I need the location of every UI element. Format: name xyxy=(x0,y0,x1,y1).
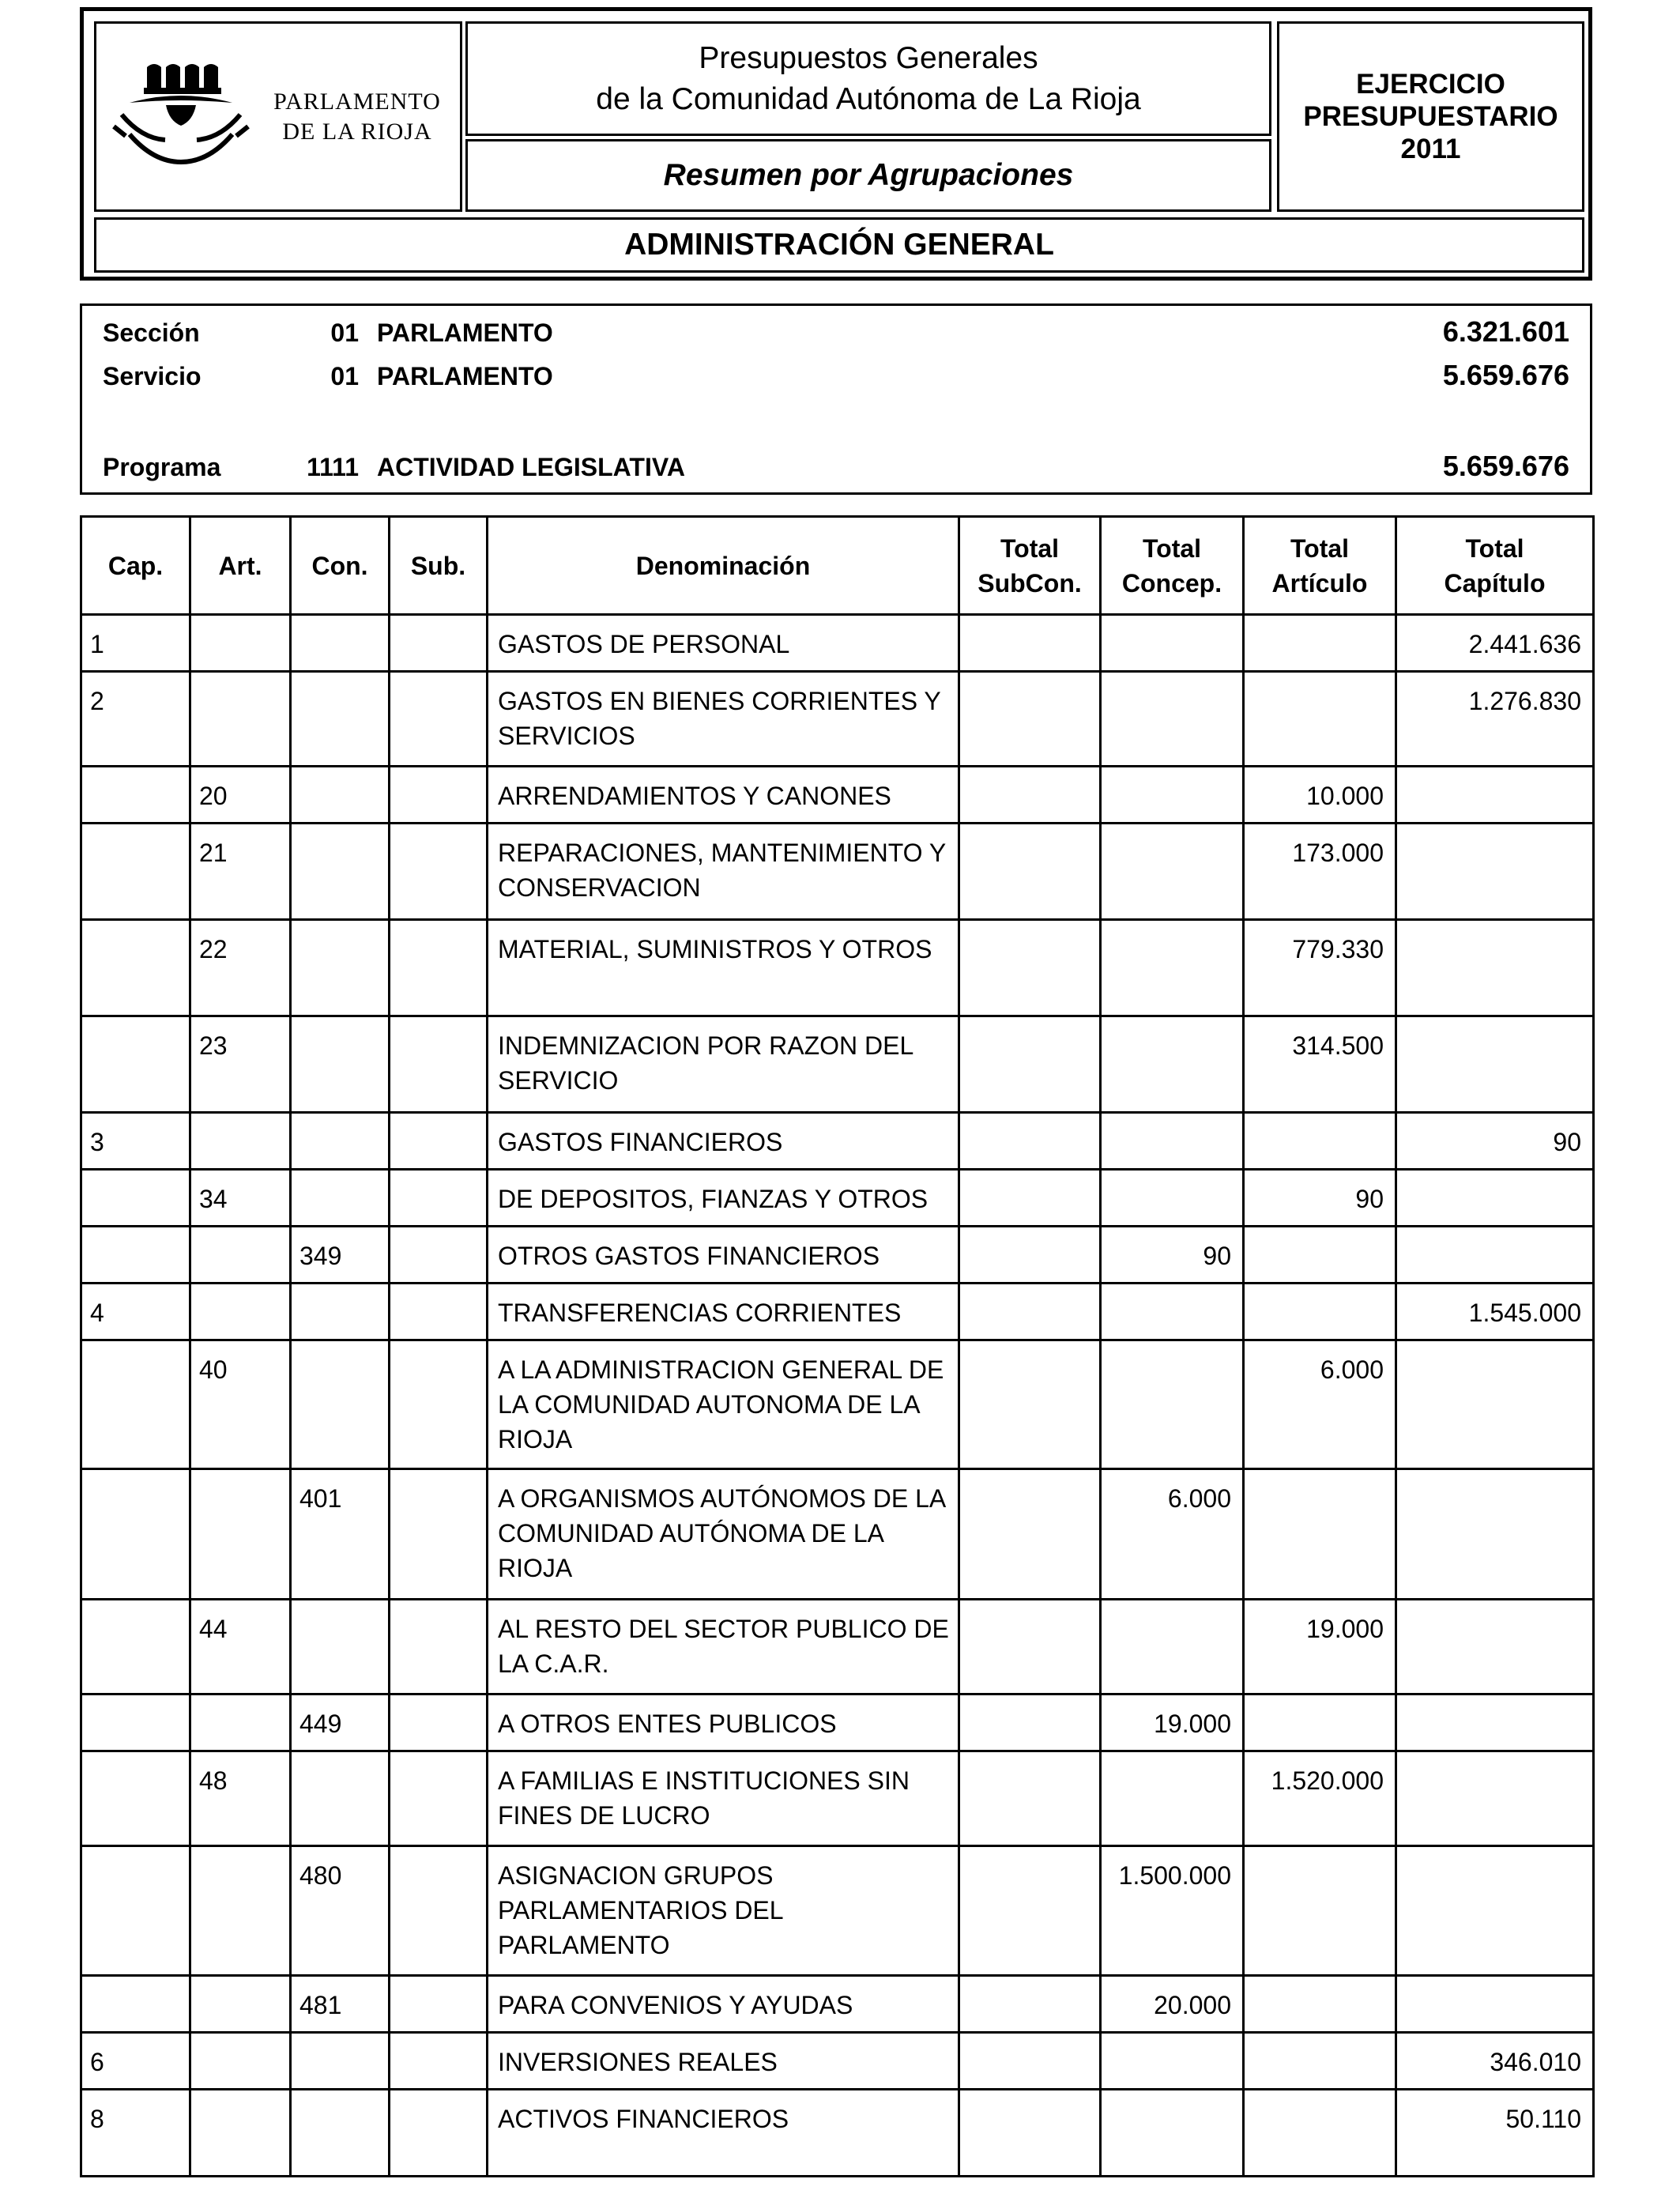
fiscal-year-label1: EJERCICIO xyxy=(1356,69,1505,100)
table-row xyxy=(81,920,1594,1016)
cell-total-capitulo: 1.545.000 xyxy=(1396,1284,1594,1340)
cell-total-capitulo xyxy=(1396,1846,1594,1976)
cell-total-concep xyxy=(1101,1751,1244,1846)
cell-denominacion: ACTIVOS FINANCIEROS xyxy=(488,2090,959,2177)
cell-total-subcon xyxy=(959,1469,1101,1600)
table-row xyxy=(81,1846,1594,1976)
cell-total-concep xyxy=(1101,920,1244,1016)
cell-total-articulo xyxy=(1244,1227,1396,1284)
cell-con xyxy=(291,672,390,767)
servicio-name: PARLAMENTO xyxy=(377,362,553,390)
budget-table xyxy=(80,515,1595,2177)
cell-total-articulo: 1.520.000 xyxy=(1244,1751,1396,1846)
servicio-label: Servicio xyxy=(103,362,202,390)
cell-art: 23 xyxy=(190,1016,291,1113)
cell-total-concep xyxy=(1101,2033,1244,2090)
parliament-logo-icon xyxy=(106,59,256,170)
cell-art xyxy=(190,1976,291,2033)
table-row xyxy=(81,672,1594,767)
cell-total-capitulo xyxy=(1396,1340,1594,1469)
cell-cap xyxy=(81,1751,190,1846)
cell-cap xyxy=(81,1016,190,1113)
cell-sub xyxy=(390,920,488,1016)
cell-total-concep xyxy=(1101,1340,1244,1469)
col-header-denominacion: Denominación xyxy=(488,517,959,615)
cell-sub xyxy=(390,2033,488,2090)
cell-total-capitulo xyxy=(1396,767,1594,824)
cell-art xyxy=(190,1846,291,1976)
cell-sub xyxy=(390,1284,488,1340)
cell-cap: 3 xyxy=(81,1113,190,1170)
cell-total-capitulo: 2.441.636 xyxy=(1396,615,1594,672)
cell-sub xyxy=(390,1846,488,1976)
cell-total-concep: 1.500.000 xyxy=(1101,1846,1244,1976)
document-title-line2: de la Comunidad Autónoma de La Rioja xyxy=(596,81,1141,116)
col-header-total-capitulo xyxy=(1396,517,1594,615)
servicio-amount: 5.659.676 xyxy=(1442,359,1569,391)
cell-total-concep: 6.000 xyxy=(1101,1469,1244,1600)
cell-total-capitulo xyxy=(1396,1695,1594,1751)
col-header-total-articulo xyxy=(1244,517,1396,615)
cell-cap xyxy=(81,1976,190,2033)
cell-sub xyxy=(390,1695,488,1751)
cell-sub xyxy=(390,1016,488,1113)
cell-con: 349 xyxy=(291,1227,390,1284)
table-row xyxy=(81,1469,1594,1600)
cell-total-capitulo: 1.276.830 xyxy=(1396,672,1594,767)
cell-denominacion: TRANSFERENCIAS CORRIENTES xyxy=(488,1284,959,1340)
cell-total-concep xyxy=(1101,1600,1244,1695)
seccion-label: Sección xyxy=(103,319,200,347)
col-header-total-concep-l2: Concep. xyxy=(1121,568,1222,598)
cell-art: 44 xyxy=(190,1600,291,1695)
cell-denominacion: PARA CONVENIOS Y AYUDAS xyxy=(488,1976,959,2033)
table-row xyxy=(81,1016,1594,1113)
logo-panel xyxy=(94,21,462,212)
document-title-line1: Presupuestos Generales xyxy=(699,40,1038,75)
cell-total-concep xyxy=(1101,1170,1244,1227)
cell-sub xyxy=(390,672,488,767)
cell-total-articulo xyxy=(1244,615,1396,672)
cell-cap xyxy=(81,1170,190,1227)
table-row xyxy=(81,1976,1594,2033)
cell-total-subcon xyxy=(959,1284,1101,1340)
cell-total-capitulo xyxy=(1396,1976,1594,2033)
cell-total-capitulo: 346.010 xyxy=(1396,2033,1594,2090)
table-row xyxy=(81,2090,1594,2177)
cell-art xyxy=(190,1227,291,1284)
cell-total-articulo xyxy=(1244,1846,1396,1976)
cell-con xyxy=(291,1113,390,1170)
cell-con xyxy=(291,2090,390,2177)
cell-total-articulo: 173.000 xyxy=(1244,824,1396,920)
cell-total-subcon xyxy=(959,1751,1101,1846)
cell-total-capitulo xyxy=(1396,1016,1594,1113)
cell-total-articulo: 10.000 xyxy=(1244,767,1396,824)
cell-art xyxy=(190,672,291,767)
col-header-total-concep xyxy=(1101,517,1244,615)
table-row xyxy=(81,767,1594,824)
cell-con xyxy=(291,1340,390,1469)
table-row xyxy=(81,1227,1594,1284)
logo-text-line1: PARLAMENTO xyxy=(273,89,441,115)
table-row xyxy=(81,824,1594,920)
table-header-row xyxy=(81,517,1594,615)
cell-art: 48 xyxy=(190,1751,291,1846)
cell-total-concep xyxy=(1101,1016,1244,1113)
cell-total-subcon xyxy=(959,1170,1101,1227)
col-header-total-capitulo-l1: Total xyxy=(1465,533,1524,563)
cell-art xyxy=(190,1469,291,1600)
logo-text-line2: DE LA RIOJA xyxy=(282,119,432,145)
cell-total-concep xyxy=(1101,1113,1244,1170)
table-row xyxy=(81,1751,1594,1846)
cell-total-subcon xyxy=(959,1227,1101,1284)
cell-cap xyxy=(81,767,190,824)
cell-total-articulo: 6.000 xyxy=(1244,1340,1396,1469)
section-summary xyxy=(80,303,1592,495)
cell-total-articulo xyxy=(1244,672,1396,767)
cell-denominacion: A OTROS ENTES PUBLICOS xyxy=(488,1695,959,1751)
cell-denominacion: ARRENDAMIENTOS Y CANONES xyxy=(488,767,959,824)
cell-denominacion: ASIGNACION GRUPOS PARLAMENTARIOS DEL PARLAMENTO xyxy=(488,1846,959,1976)
cell-total-capitulo xyxy=(1396,1751,1594,1846)
cell-total-subcon xyxy=(959,1340,1101,1469)
cell-con: 401 xyxy=(291,1469,390,1600)
cell-cap xyxy=(81,1695,190,1751)
cell-total-articulo xyxy=(1244,1695,1396,1751)
cell-denominacion: DE DEPOSITOS, FIANZAS Y OTROS xyxy=(488,1170,959,1227)
cell-cap xyxy=(81,1469,190,1600)
table-row xyxy=(81,1113,1594,1170)
administration-panel xyxy=(94,217,1584,273)
cell-con: 481 xyxy=(291,1976,390,2033)
table-row xyxy=(81,1600,1594,1695)
col-header-total-subcon xyxy=(959,517,1101,615)
cell-sub xyxy=(390,1113,488,1170)
programa-label: Programa xyxy=(103,453,221,481)
col-header-cap: Cap. xyxy=(81,517,190,615)
cell-denominacion: AL RESTO DEL SECTOR PUBLICO DE LA C.A.R. xyxy=(488,1600,959,1695)
cell-total-capitulo xyxy=(1396,920,1594,1016)
cell-cap: 1 xyxy=(81,615,190,672)
cell-total-capitulo xyxy=(1396,1469,1594,1600)
cell-con xyxy=(291,2033,390,2090)
cell-art: 22 xyxy=(190,920,291,1016)
col-header-total-concep-l1: Total xyxy=(1142,533,1202,563)
cell-total-concep xyxy=(1101,615,1244,672)
cell-con xyxy=(291,1600,390,1695)
cell-sub xyxy=(390,615,488,672)
cell-total-subcon xyxy=(959,1976,1101,2033)
cell-denominacion: GASTOS EN BIENES CORRIENTES Y SERVICIOS xyxy=(488,672,959,767)
cell-sub xyxy=(390,1469,488,1600)
subtitle-panel xyxy=(465,139,1271,212)
cell-art xyxy=(190,1113,291,1170)
cell-denominacion: A ORGANISMOS AUTÓNOMOS DE LA COMUNIDAD AUTÓNOMA DE LA RIOJA xyxy=(488,1469,959,1600)
cell-total-subcon xyxy=(959,672,1101,767)
cell-cap xyxy=(81,824,190,920)
cell-cap: 8 xyxy=(81,2090,190,2177)
cell-denominacion: OTROS GASTOS FINANCIEROS xyxy=(488,1227,959,1284)
cell-denominacion: MATERIAL, SUMINISTROS Y OTROS xyxy=(488,920,959,1016)
cell-total-articulo: 779.330 xyxy=(1244,920,1396,1016)
cell-total-subcon xyxy=(959,824,1101,920)
cell-total-concep: 19.000 xyxy=(1101,1695,1244,1751)
cell-total-concep xyxy=(1101,767,1244,824)
cell-sub xyxy=(390,1227,488,1284)
servicio-code: 01 xyxy=(330,362,359,390)
cell-con xyxy=(291,1751,390,1846)
cell-sub xyxy=(390,1976,488,2033)
cell-con xyxy=(291,1170,390,1227)
cell-total-subcon xyxy=(959,2090,1101,2177)
table-row xyxy=(81,1340,1594,1469)
cell-art: 20 xyxy=(190,767,291,824)
cell-con xyxy=(291,767,390,824)
col-header-total-articulo-l2: Artículo xyxy=(1271,568,1368,598)
cell-con xyxy=(291,824,390,920)
cell-total-concep: 90 xyxy=(1101,1227,1244,1284)
table-row xyxy=(81,1695,1594,1751)
col-header-con: Con. xyxy=(291,517,390,615)
cell-art xyxy=(190,1695,291,1751)
cell-total-articulo xyxy=(1244,1113,1396,1170)
fiscal-year-value: 2011 xyxy=(1400,134,1461,164)
cell-cap: 6 xyxy=(81,2033,190,2090)
cell-con xyxy=(291,920,390,1016)
cell-total-capitulo xyxy=(1396,824,1594,920)
cell-denominacion: GASTOS FINANCIEROS xyxy=(488,1113,959,1170)
col-header-art: Art. xyxy=(190,517,291,615)
cell-total-capitulo: 50.110 xyxy=(1396,2090,1594,2177)
cell-total-articulo: 19.000 xyxy=(1244,1600,1396,1695)
cell-total-subcon xyxy=(959,2033,1101,2090)
cell-con: 480 xyxy=(291,1846,390,1976)
cell-total-subcon xyxy=(959,767,1101,824)
col-header-total-articulo-l1: Total xyxy=(1290,533,1350,563)
fiscal-year-label2: PRESUPUESTARIO xyxy=(1303,101,1558,132)
cell-art xyxy=(190,615,291,672)
logo-text xyxy=(258,87,456,147)
cell-sub xyxy=(390,1600,488,1695)
administration-title: ADMINISTRACIÓN GENERAL xyxy=(624,228,1054,262)
cell-denominacion: INDEMNIZACION POR RAZON DEL SERVICIO xyxy=(488,1016,959,1113)
cell-denominacion: REPARACIONES, MANTENIMIENTO Y CONSERVACION xyxy=(488,824,959,920)
col-header-total-capitulo-l2: Capítulo xyxy=(1444,568,1546,598)
cell-total-articulo xyxy=(1244,1284,1396,1340)
cell-cap xyxy=(81,1227,190,1284)
table-row xyxy=(81,1284,1594,1340)
cell-cap xyxy=(81,920,190,1016)
title-panel xyxy=(465,21,1271,136)
cell-sub xyxy=(390,767,488,824)
cell-total-subcon xyxy=(959,920,1101,1016)
cell-total-articulo xyxy=(1244,2033,1396,2090)
cell-con xyxy=(291,1284,390,1340)
programa-name: ACTIVIDAD LEGISLATIVA xyxy=(377,453,685,481)
cell-con xyxy=(291,1016,390,1113)
cell-art: 40 xyxy=(190,1340,291,1469)
cell-total-articulo xyxy=(1244,2090,1396,2177)
cell-total-subcon xyxy=(959,615,1101,672)
cell-art xyxy=(190,2033,291,2090)
cell-total-capitulo xyxy=(1396,1170,1594,1227)
table-row xyxy=(81,615,1594,672)
fiscal-year-panel xyxy=(1277,21,1584,212)
cell-denominacion: A LA ADMINISTRACION GENERAL DE LA COMUNIDAD AUTONOMA DE LA RIOJA xyxy=(488,1340,959,1469)
cell-sub xyxy=(390,1340,488,1469)
cell-total-concep xyxy=(1101,2090,1244,2177)
col-header-total-subcon-l1: Total xyxy=(1000,533,1060,563)
cell-art xyxy=(190,2090,291,2177)
cell-total-articulo: 90 xyxy=(1244,1170,1396,1227)
seccion-name: PARLAMENTO xyxy=(377,319,553,347)
cell-denominacion: INVERSIONES REALES xyxy=(488,2033,959,2090)
cell-con xyxy=(291,615,390,672)
cell-total-concep xyxy=(1101,824,1244,920)
cell-con: 449 xyxy=(291,1695,390,1751)
cell-total-capitulo xyxy=(1396,1600,1594,1695)
cell-total-subcon xyxy=(959,1846,1101,1976)
cell-total-articulo xyxy=(1244,1976,1396,2033)
cell-total-subcon xyxy=(959,1695,1101,1751)
table-row xyxy=(81,1170,1594,1227)
cell-art: 34 xyxy=(190,1170,291,1227)
cell-sub xyxy=(390,1751,488,1846)
cell-total-concep: 20.000 xyxy=(1101,1976,1244,2033)
cell-total-capitulo: 90 xyxy=(1396,1113,1594,1170)
programa-amount: 5.659.676 xyxy=(1442,450,1569,482)
cell-art xyxy=(190,1284,291,1340)
col-header-sub: Sub. xyxy=(390,517,488,615)
cell-total-concep xyxy=(1101,672,1244,767)
cell-total-concep xyxy=(1101,1284,1244,1340)
col-header-total-subcon-l2: SubCon. xyxy=(977,568,1082,598)
document-subtitle: Resumen por Agrupaciones xyxy=(663,158,1074,192)
cell-total-articulo: 314.500 xyxy=(1244,1016,1396,1113)
cell-cap xyxy=(81,1846,190,1976)
cell-sub xyxy=(390,824,488,920)
cell-total-capitulo xyxy=(1396,1227,1594,1284)
cell-sub xyxy=(390,2090,488,2177)
cell-total-subcon xyxy=(959,1113,1101,1170)
cell-total-subcon xyxy=(959,1600,1101,1695)
cell-total-articulo xyxy=(1244,1469,1396,1600)
table-row xyxy=(81,2033,1594,2090)
seccion-amount: 6.321.601 xyxy=(1442,315,1569,348)
cell-cap xyxy=(81,1340,190,1469)
cell-sub xyxy=(390,1170,488,1227)
document-header xyxy=(80,7,1592,281)
cell-denominacion: GASTOS DE PERSONAL xyxy=(488,615,959,672)
programa-code: 1111 xyxy=(307,453,359,481)
cell-cap xyxy=(81,1600,190,1695)
cell-total-subcon xyxy=(959,1016,1101,1113)
cell-art: 21 xyxy=(190,824,291,920)
cell-cap: 2 xyxy=(81,672,190,767)
cell-denominacion: A FAMILIAS E INSTITUCIONES SIN FINES DE LUCRO xyxy=(488,1751,959,1846)
seccion-code: 01 xyxy=(330,319,359,347)
cell-cap: 4 xyxy=(81,1284,190,1340)
